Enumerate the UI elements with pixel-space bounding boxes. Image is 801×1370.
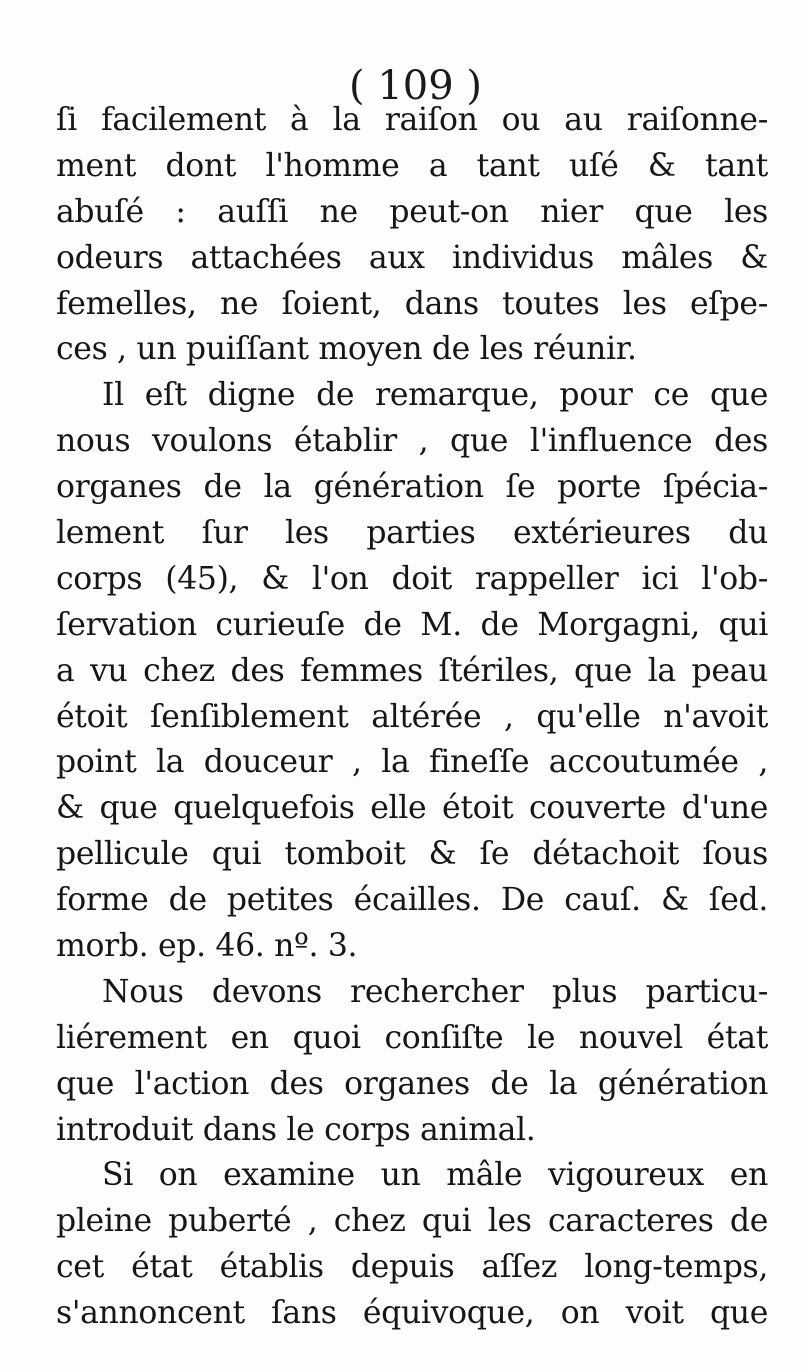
text-line: nous voulons établir , que l'influence des <box>56 423 768 460</box>
text-line: étoit ſenſiblement altérée , qu'elle n'avoit <box>56 698 768 735</box>
text-line: morb. ep. 46. nº. 3. <box>56 928 358 965</box>
text-line: forme de petites écailles. De cauſ. & ſed. <box>56 882 768 919</box>
text-line: ment dont l'homme a tant uſé & tant <box>56 147 768 184</box>
text-line: femelles, ne ſoient, dans toutes les eſpe- <box>56 285 768 322</box>
page-number: ( 109 ) <box>349 63 482 109</box>
text-line: pellicule qui tomboit & ſe détachoit ſous <box>56 836 768 873</box>
text-line: liérement en quoi conſiſte le nouvel état <box>56 1019 768 1056</box>
text-line: s'annoncent ſans équivoque, on voit que <box>56 1295 768 1332</box>
text-line: que l'action des organes de la génération <box>56 1065 768 1102</box>
text-line: pleine puberté , chez qui les caracteres de <box>56 1203 768 1240</box>
text-line: corps (45), & l'on doit rappeller ici l'ob- <box>56 560 768 597</box>
text-line: Si on examine un mâle vigoureux en <box>102 1157 768 1194</box>
text-line: & que quelquefois elle étoit couverte d'une <box>56 790 768 827</box>
text-line: point la douceur , la fineſſe accoutumée , <box>56 744 768 781</box>
text-line: odeurs attachées aux individus mâles & <box>56 239 768 276</box>
text-line: ſervation curieuſe de M. de Morgagni, qui <box>56 606 768 643</box>
text-line: introduit dans le corps animal. <box>56 1111 536 1148</box>
text-line: cet état établis depuis aſſez long-temps, <box>56 1249 768 1286</box>
text-line: abuſé : auſſi ne peut-on nier que les <box>56 193 768 230</box>
text-line: ſi facilement à la raiſon ou au raiſonne- <box>56 102 768 138</box>
text-line: organes de la génération ſe porte ſpécia- <box>56 469 768 506</box>
text-line: lement ſur les parties extérieures du <box>56 515 768 552</box>
text-line: a vu chez des femmes ſtériles, que la peau <box>56 652 768 689</box>
text-line: ces , un puiſſant moyen de les réunir. <box>56 331 637 368</box>
body-text <box>56 98 768 1337</box>
text-line: Il eſt digne de remarque, pour ce que <box>102 377 768 414</box>
text-line: Nous devons rechercher plus particu- <box>102 973 768 1010</box>
